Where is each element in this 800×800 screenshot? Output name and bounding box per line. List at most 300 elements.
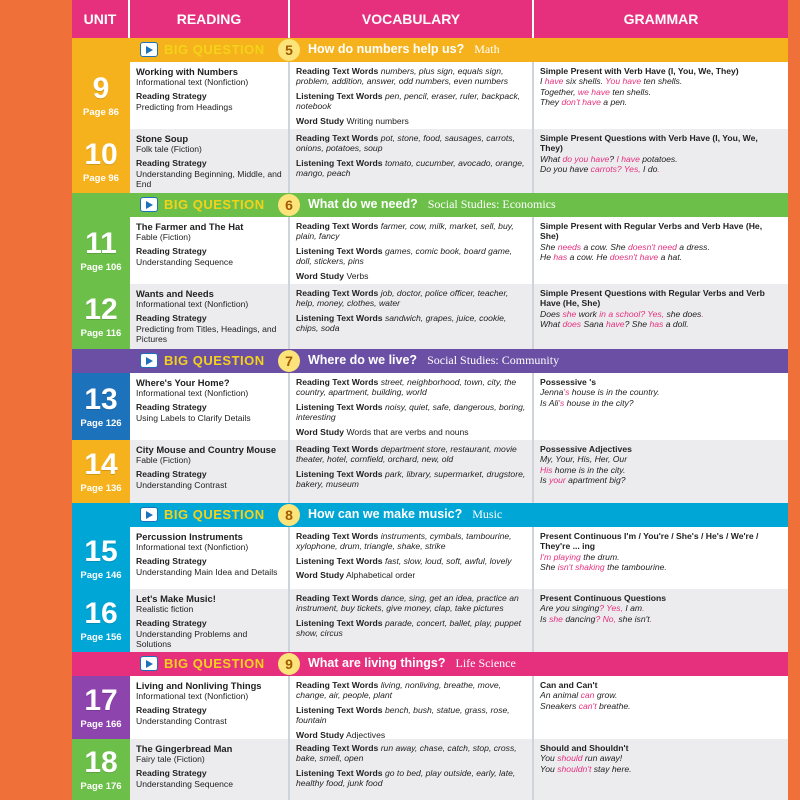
grammar-example-part: home is in the city. — [552, 464, 626, 475]
grammar-example — [540, 603, 782, 613]
grammar-example — [540, 764, 782, 774]
reading-text-words-label: Reading Text Words — [296, 593, 379, 603]
reading-cell — [130, 676, 290, 739]
reading-text-words-label: Reading Text Words — [296, 444, 379, 454]
grammar-example-part: My, Your, His, Her, Our — [540, 454, 628, 465]
big-question-question: What do we need? — [308, 197, 418, 211]
grammar-cell — [534, 217, 788, 284]
reading-strategy-label: Reading Strategy — [136, 402, 207, 413]
big-question-question: How can we make music? — [308, 507, 463, 521]
reading-title: Let's Make Music! — [136, 593, 216, 604]
play-video-icon[interactable] — [140, 197, 158, 212]
grammar-example-part: does — [562, 319, 582, 330]
listening-text-words-label: Listening Text Words — [296, 617, 383, 628]
big-question-number: 7 — [278, 350, 300, 372]
grammar-example-part: They — [540, 97, 562, 108]
grammar-example — [540, 475, 782, 485]
grammar-example — [540, 252, 782, 262]
unit-number-cell[interactable] — [72, 217, 130, 284]
grammar-example-part: I have — [616, 153, 640, 164]
reading-strategy: Predicting from Headings — [136, 101, 233, 112]
grammar-example-part: have — [544, 76, 564, 87]
grammar-example-part: the tambourine. — [604, 562, 667, 573]
reading-text-words-list: department store, restaurant, movie theater, hotel, cornfield, orchard, new, old — [296, 444, 517, 465]
word-study-text: Verbs — [346, 270, 369, 281]
reading-cell — [130, 217, 290, 284]
listening-text-words-list: parade, concert, ballet, play, puppet show, circus — [296, 617, 521, 639]
unit-number-cell[interactable] — [72, 527, 130, 589]
grammar-example — [540, 753, 782, 763]
grammar-example-part: apartment big? — [565, 475, 626, 486]
unit-number: 17 — [84, 684, 118, 717]
grammar-example-part: can't — [578, 700, 597, 711]
grammar-example-part: a doll. — [663, 319, 689, 330]
grammar-example-part: . — [657, 164, 660, 175]
reading-text-words — [296, 66, 526, 87]
unit-number-cell[interactable] — [72, 62, 130, 129]
vocabulary-cell — [290, 373, 534, 440]
table-header — [72, 0, 788, 38]
vocabulary-cell — [290, 589, 534, 652]
grammar-example-part: a dress. — [676, 241, 710, 252]
listening-text-words — [296, 402, 526, 423]
reading-genre: Informational text (Nonfiction) — [136, 691, 249, 701]
reading-text-words-list: living, nonliving, breathe, move, change, air, people, plant — [296, 680, 502, 701]
grammar-example-part: He — [540, 252, 554, 263]
reading-text-words — [296, 743, 526, 764]
grammar-example-part: ten shells. — [641, 76, 683, 87]
reading-text-words-label: Reading Text Words — [296, 531, 379, 541]
grammar-example — [540, 552, 782, 562]
big-question-bar — [72, 503, 788, 527]
reading-genre: Fable (Fiction) — [136, 232, 191, 242]
unit-number: 9 — [92, 72, 110, 105]
grammar-example-part: has — [553, 252, 568, 263]
unit-page: Page 126 — [80, 418, 122, 429]
unit-page: Page 146 — [80, 569, 122, 581]
listening-text-words — [296, 246, 526, 267]
big-question-subject: Social Studies: Community — [427, 353, 560, 367]
unit-row — [72, 129, 788, 193]
listening-text-words-list: go to bed, play outside, early, late, healthy food, junk food — [296, 767, 516, 789]
grammar-example — [540, 164, 782, 174]
listening-text-words-label: Listening Text Words — [296, 555, 383, 566]
grammar-example-part: You have — [605, 76, 642, 87]
grammar-example-part: What — [540, 153, 563, 164]
big-question-number: 6 — [278, 194, 300, 216]
big-question-text — [308, 353, 559, 368]
big-question-number: 9 — [278, 653, 300, 675]
reading-strategy-label: Reading Strategy — [136, 768, 207, 779]
unit-number: 11 — [85, 227, 117, 260]
grammar-example-part: isn't shaking — [557, 562, 605, 573]
reading-genre: Informational text (Nonfiction) — [136, 77, 249, 87]
grammar-example — [540, 562, 782, 572]
listening-text-words-list: tomato, cucumber, avocado, orange, mango, peach — [296, 157, 525, 179]
listening-text-words-label: Listening Text Words — [296, 468, 383, 479]
reading-genre: Fable (Fiction) — [136, 455, 191, 465]
big-question-label: BIG QUESTION — [164, 353, 265, 368]
reading-strategy-label: Reading Strategy — [136, 556, 207, 567]
play-video-icon[interactable] — [140, 42, 158, 57]
grammar-example-part: she — [546, 613, 566, 624]
reading-strategy: Understanding Sequence — [136, 256, 233, 267]
listening-text-words-list: noisy, quiet, safe, dangerous, boring, interesting — [296, 401, 526, 423]
vocabulary-cell — [290, 440, 534, 503]
grammar-cell — [534, 284, 788, 349]
vocabulary-cell — [290, 527, 534, 589]
grammar-example-part: You — [540, 753, 558, 764]
word-study-text: Adjectives — [345, 729, 386, 739]
reading-text-words — [296, 133, 526, 154]
reading-strategy: Understanding Main Idea and Details — [136, 566, 278, 577]
grammar-example-part: ? She — [624, 319, 650, 330]
reading-cell — [130, 284, 290, 349]
grammar-example-part: Are you singing — [540, 603, 600, 614]
listening-text-words-label: Listening Text Words — [296, 767, 383, 778]
reading-text-words-list: numbers, plus sign, equals sign, problem, addition, answer, odd numbers, even numbers — [296, 66, 509, 87]
word-study — [296, 116, 526, 126]
unit-number-cell[interactable] — [72, 739, 130, 800]
reading-cell — [130, 129, 290, 193]
reading-cell — [130, 589, 290, 652]
word-study — [296, 730, 526, 739]
reading-text-words — [296, 531, 526, 552]
reading-text-words — [296, 680, 526, 701]
listening-text-words-label: Listening Text Words — [296, 312, 383, 323]
grammar-example-part: she — [560, 308, 579, 319]
unit-page: Page 106 — [80, 262, 122, 273]
big-question-text — [308, 42, 500, 57]
grammar-example-part: needs — [557, 241, 582, 252]
unit-page: Page 166 — [80, 719, 122, 730]
unit-page: Page 96 — [83, 172, 119, 184]
reading-text-words-list: street, neighborhood, town, city, the country, apartment, building, world — [296, 377, 517, 398]
reading-strategy: Predicting from Titles, Headings, and Pictures — [136, 323, 277, 345]
word-study-label: Word Study — [296, 570, 345, 581]
grammar-title: Simple Present with Verb Have (I, You, We, They) — [540, 66, 739, 76]
big-question-question: Where do we live? — [308, 353, 418, 367]
word-study — [296, 427, 526, 437]
reading-text-words — [296, 221, 526, 242]
listening-text-words — [296, 91, 526, 112]
grammar-cell — [534, 62, 788, 129]
reading-genre: Folk tale (Fiction) — [136, 144, 202, 154]
reading-cell — [130, 62, 290, 129]
grammar-title: Possessive 's — [540, 377, 597, 387]
unit-number-cell[interactable] — [72, 129, 130, 193]
listening-text-words-label: Listening Text Words — [296, 401, 383, 412]
big-question-text — [308, 507, 502, 522]
grammar-example-part: . — [642, 603, 645, 614]
reading-text-words-label: Reading Text Words — [296, 221, 379, 231]
unit-number: 10 — [84, 137, 118, 171]
grammar-example-part: potatoes. — [639, 153, 678, 164]
big-question-subject: Math — [474, 42, 500, 56]
grammar-example-part: Is — [540, 475, 550, 486]
grammar-example-part: An animal — [540, 690, 581, 701]
reading-title: City Mouse and Country Mouse — [136, 444, 277, 455]
grammar-example-part: 's — [563, 387, 570, 398]
reading-text-words-list: instruments, cymbals, tambourine, xylophone, drum, triangle, shake, strike — [296, 531, 512, 552]
grammar-example-part: should — [557, 753, 583, 764]
grammar-example-part: stay here. — [591, 763, 632, 774]
word-study-label: Word Study — [296, 426, 345, 437]
unit-number: 13 — [84, 383, 118, 416]
unit-page: Page 116 — [80, 328, 122, 339]
grammar-cell — [534, 589, 788, 652]
play-video-icon[interactable] — [140, 353, 158, 368]
grammar-example-part: run away! — [582, 753, 623, 764]
grammar-title: Simple Present with Regular Verbs and Verb Have (He, She) — [540, 221, 763, 242]
header-vocabulary: VOCABULARY — [290, 0, 534, 38]
grammar-title: Present Continuous Questions — [540, 593, 667, 603]
big-question-subject: Music — [472, 507, 503, 521]
reading-title: Living and Nonliving Things — [136, 680, 262, 691]
big-question-bar — [72, 38, 788, 62]
grammar-example-part: ? Yes, — [599, 603, 626, 614]
unit-number: 16 — [84, 597, 118, 630]
header-unit: UNIT — [72, 0, 130, 38]
vocabulary-cell — [290, 739, 534, 800]
big-question-subject: Social Studies: Economics — [427, 197, 556, 211]
reading-cell — [130, 440, 290, 503]
reading-title: Working with Numbers — [136, 66, 238, 77]
grammar-example-part: ? — [609, 153, 617, 164]
grammar-example — [540, 242, 782, 252]
header-grammar: GRAMMAR — [623, 11, 699, 27]
unit-page: Page 156 — [80, 632, 122, 643]
grammar-example-part: Is — [540, 613, 547, 624]
unit-row — [72, 589, 788, 652]
reading-text-words — [296, 288, 526, 309]
grammar-example-part: don't have — [561, 97, 601, 108]
word-study — [296, 271, 526, 281]
word-study-label: Word Study — [296, 115, 345, 126]
vocabulary-cell — [290, 217, 534, 284]
reading-title: Stone Soup — [136, 133, 189, 144]
unit-number: 12 — [84, 293, 118, 326]
grammar-example-part: I — [540, 76, 545, 87]
big-question-label: BIG QUESTION — [164, 42, 265, 57]
grammar-cell — [534, 373, 788, 440]
reading-text-words-list: job, doctor, police officer, teacher, help, money, clothes, water — [296, 288, 509, 309]
grammar-example-part: I'm playing — [540, 551, 581, 562]
reading-title: Where's Your Home? — [136, 377, 230, 388]
grammar-title: Simple Present Questions with Verb Have (I, You, We, They) — [540, 133, 758, 154]
reading-title: Percussion Instruments — [136, 531, 243, 542]
grammar-cell — [534, 676, 788, 739]
grammar-title: Simple Present Questions with Regular Verbs and Verb Have (He, She) — [540, 288, 765, 309]
vocabulary-cell — [290, 676, 534, 739]
unit-number-cell[interactable] — [72, 373, 130, 440]
grammar-example-part: Together, — [540, 86, 578, 97]
word-study-label: Word Study — [296, 270, 345, 281]
reading-strategy: Understanding Contrast — [136, 479, 227, 490]
grammar-example-part: house is in the country. — [569, 387, 660, 398]
reading-strategy-label: Reading Strategy — [136, 618, 207, 629]
grammar-example-part: the drum. — [580, 551, 620, 562]
unit-row — [72, 62, 788, 129]
big-question-label: BIG QUESTION — [164, 197, 265, 212]
unit-row — [72, 284, 788, 349]
listening-text-words-list: pen, pencil, eraser, ruler, backpack, notebook — [296, 90, 521, 112]
reading-strategy: Understanding Sequence — [136, 778, 233, 789]
unit-row — [72, 440, 788, 503]
reading-strategy-label: Reading Strategy — [136, 313, 207, 324]
reading-cell — [130, 739, 290, 800]
grammar-example-part: doesn't need — [627, 241, 677, 252]
listening-text-words-label: Listening Text Words — [296, 704, 383, 715]
grammar-example-part: grow. — [594, 690, 618, 701]
unit-number-cell[interactable] — [72, 440, 130, 503]
listening-text-words — [296, 313, 526, 334]
grammar-cell — [534, 129, 788, 193]
reading-strategy: Understanding Contrast — [136, 715, 227, 726]
grammar-example-part: ten shells. — [609, 86, 652, 97]
word-study-text: Alphabetical order — [345, 570, 416, 581]
unit-number: 18 — [84, 746, 118, 779]
grammar-cell — [534, 739, 788, 800]
grammar-example — [540, 87, 782, 97]
reading-text-words-list: dance, sing, get an idea, practice an instrument, buy tickets, give money, clap, take pictures — [296, 593, 519, 614]
reading-text-words-label: Reading Text Words — [296, 133, 379, 143]
grammar-example-part: Do you have — [540, 164, 589, 175]
grammar-example-part: have — [605, 319, 625, 330]
grammar-example-part: shouldn't — [557, 763, 592, 774]
big-question-text — [308, 656, 516, 671]
grammar-example-part: 's — [558, 397, 565, 408]
grammar-example-part: Sneakers — [540, 700, 579, 711]
reading-text-words-label: Reading Text Words — [296, 743, 379, 753]
big-question-number: 5 — [278, 39, 300, 61]
grammar-example-part: a hat. — [658, 252, 683, 263]
listening-text-words — [296, 705, 526, 726]
grammar-example — [540, 319, 782, 329]
grammar-example-part: carrots? Yes, — [588, 164, 644, 175]
reading-text-words-label: Reading Text Words — [296, 288, 379, 298]
grammar-example-part: Does — [540, 308, 561, 319]
reading-strategy-label: Reading Strategy — [136, 246, 207, 257]
grammar-example-part: Sana — [581, 319, 606, 330]
reading-text-words-label: Reading Text Words — [296, 680, 379, 690]
unit-number: 14 — [84, 448, 118, 481]
unit-row — [72, 676, 788, 739]
grammar-example — [540, 454, 782, 464]
grammar-example-part: breathe. — [596, 700, 631, 711]
reading-genre: Fairy tale (Fiction) — [136, 754, 205, 764]
reading-strategy-label: Reading Strategy — [136, 705, 207, 716]
listening-text-words — [296, 158, 526, 179]
grammar-example-part: I do — [643, 164, 658, 175]
grammar-title: Possessive Adjectives — [540, 444, 632, 454]
grammar-example-part: What — [540, 319, 563, 330]
reading-strategy: Using Labels to Clarify Details — [136, 412, 251, 423]
unit-number: 15 — [84, 534, 118, 568]
grammar-example-part: Jenna — [540, 387, 564, 398]
grammar-example-part: She — [540, 241, 558, 252]
grammar-example-part: . — [701, 308, 704, 319]
listening-text-words-list: bench, bush, statue, grass, rose, fountain — [296, 704, 510, 726]
vocabulary-cell — [290, 62, 534, 129]
grammar-title: Present Continuous I'm / You're / She's / He's / We're / They're ... ing — [540, 531, 759, 552]
grammar-example — [540, 465, 782, 475]
listening-text-words — [296, 618, 526, 639]
listening-text-words — [296, 469, 526, 490]
grammar-example-part: do you have — [562, 153, 610, 164]
grammar-example-part: a cow. He — [567, 252, 610, 263]
big-question-number: 8 — [278, 504, 300, 526]
unit-number-cell[interactable] — [72, 284, 130, 349]
unit-number-cell[interactable] — [72, 589, 130, 652]
grammar-example — [540, 398, 782, 408]
reading-text-words-list: pot, stone, food, sausages, carrots, onions, potatoes, soup — [296, 133, 515, 154]
unit-row — [72, 739, 788, 800]
listening-text-words-label: Listening Text Words — [296, 157, 383, 168]
listening-text-words — [296, 768, 526, 789]
big-question-question: What are living things? — [308, 656, 446, 670]
grammar-cell — [534, 440, 788, 503]
play-video-icon[interactable] — [140, 507, 158, 522]
reading-title: The Gingerbread Man — [136, 743, 233, 754]
unit-row — [72, 373, 788, 440]
grammar-example-part: dancing — [565, 613, 596, 624]
grammar-example — [540, 614, 782, 624]
grammar-example-part: can — [580, 690, 595, 701]
grammar-example-part: your — [549, 475, 566, 486]
grammar-example-part: Is Ali — [540, 397, 559, 408]
grammar-example-part: work — [578, 308, 597, 319]
grammar-example — [540, 690, 782, 700]
grammar-cell — [534, 527, 788, 589]
grammar-example — [540, 701, 782, 711]
big-question-text — [308, 197, 556, 212]
reading-genre: Informational text (Nonfiction) — [136, 542, 249, 552]
reading-strategy: Understanding Beginning, Middle, and End — [136, 168, 282, 190]
big-question-subject: Life Science — [455, 656, 516, 670]
unit-page: Page 176 — [80, 781, 122, 792]
grammar-example — [540, 387, 782, 397]
listening-text-words-list: sandwich, grapes, juice, cookie, chips, soda — [296, 312, 507, 334]
grammar-example-part: His — [540, 464, 553, 475]
big-question-label: BIG QUESTION — [164, 656, 265, 671]
scope-and-sequence-page — [72, 0, 788, 800]
unit-row — [72, 217, 788, 284]
grammar-example-part: doesn't have — [609, 252, 659, 263]
reading-cell — [130, 373, 290, 440]
listening-text-words-list: games, comic book, board game, doll, stickers, pins — [296, 245, 513, 267]
big-question-question: How do numbers help us? — [308, 42, 465, 56]
listening-text-words — [296, 556, 526, 566]
reading-text-words-label: Reading Text Words — [296, 66, 379, 76]
reading-genre: Informational text (Nonfiction) — [136, 388, 249, 398]
listening-text-words-label: Listening Text Words — [296, 90, 383, 101]
word-study-text: Words that are verbs and nouns — [346, 426, 469, 437]
grammar-example — [540, 76, 782, 86]
grammar-example — [540, 154, 782, 164]
grammar-example-part: we have — [577, 86, 610, 97]
grammar-example-part: in a school? Yes, — [596, 308, 667, 319]
grammar-example-part: has — [649, 319, 664, 330]
vocabulary-cell — [290, 129, 534, 193]
unit-number-cell[interactable] — [72, 676, 130, 739]
grammar-example-part: she does — [666, 308, 702, 319]
reading-strategy-label: Reading Strategy — [136, 158, 207, 169]
grammar-example-part: she isn't — [618, 613, 650, 624]
reading-text-words-label: Reading Text Words — [296, 377, 379, 387]
grammar-example-part: a pen. — [600, 97, 628, 108]
play-video-icon[interactable] — [140, 656, 158, 671]
